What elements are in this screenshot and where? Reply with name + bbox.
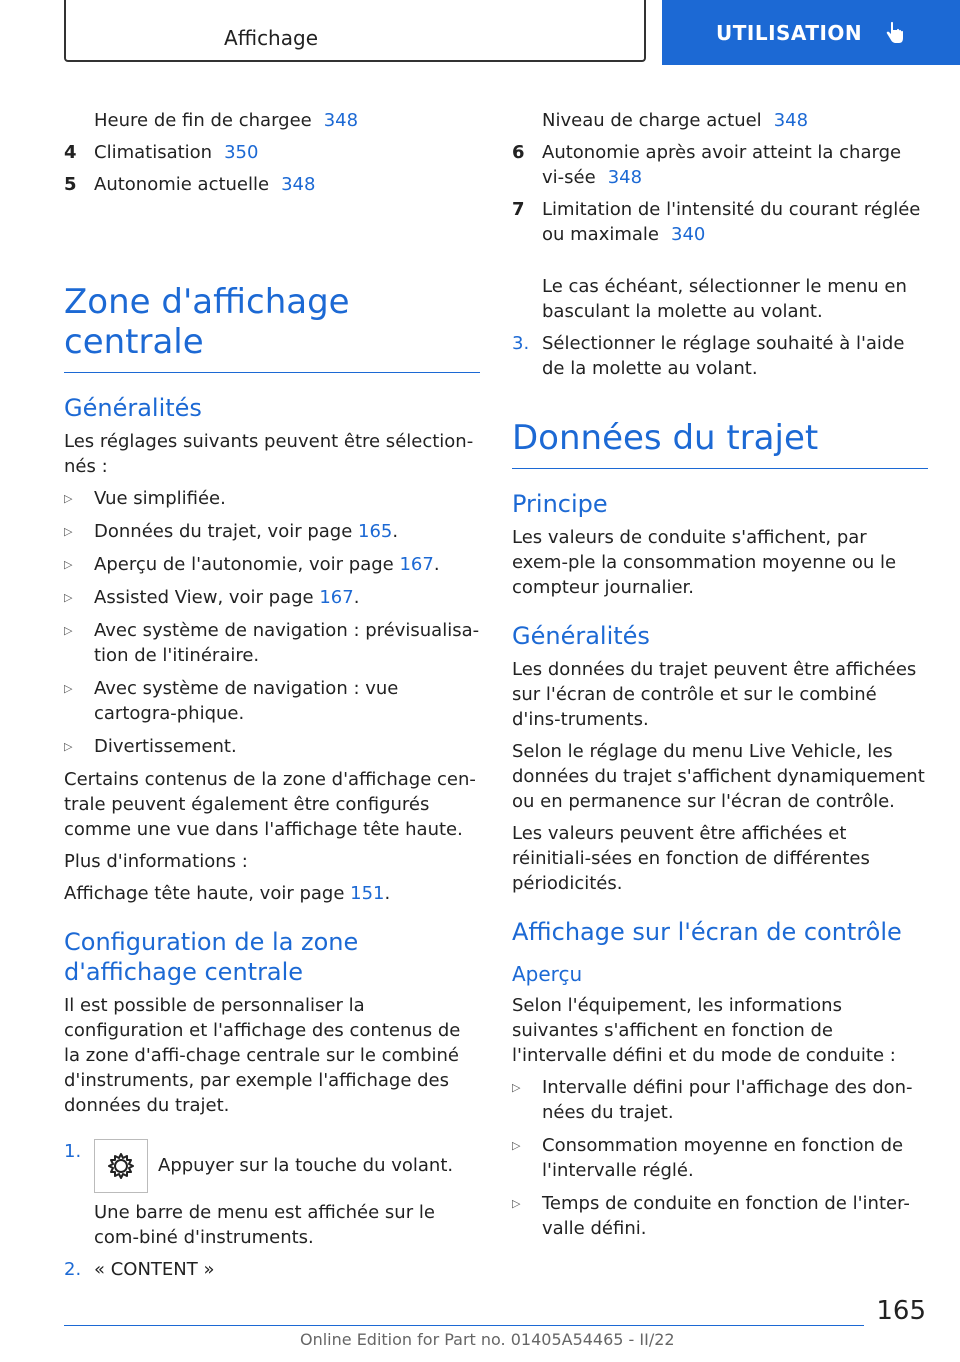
page-link[interactable]: 348 [773, 110, 809, 131]
triangle-bullet-icon: ▷ [64, 558, 73, 571]
list-item-text: Consommation moyenne en fonction de l'intervalle réglé. [542, 1135, 904, 1181]
triangle-bullet-icon: ▷ [512, 1197, 521, 1210]
step-text: « CONTENT » [94, 1259, 215, 1280]
paragraph: Il est possible de personnaliser la configuration et l'affichage des contenus de la zone d'affi-chage centrale sur le combiné d'instruments, par exemple l'affichage des données du trajet. [64, 995, 461, 1116]
list-item-text: Aperçu de l'autonomie, voir page [94, 554, 400, 575]
list-item-text: Divertissement. [94, 736, 237, 757]
triangle-bullet-icon: ▷ [64, 492, 73, 505]
legend-number: 6 [512, 142, 525, 163]
step-text: Appuyer sur la touche du volant. [158, 1155, 454, 1176]
triangle-bullet-icon: ▷ [64, 591, 73, 604]
legend-item [64, 108, 480, 133]
step-text: Sélectionner le réglage souhaité à l'aide de la molette au volant. [542, 333, 905, 379]
step-number: 1. [64, 1141, 82, 1162]
paragraph [64, 881, 480, 906]
triangle-bullet-icon: ▷ [64, 525, 73, 538]
header-section-title: Affichage [224, 26, 318, 50]
legend-item [64, 140, 480, 165]
legend-label: Limitation de l'intensité du courant réglée ou maximale [542, 199, 921, 245]
subsection-heading: Principe [512, 490, 608, 518]
list-item [512, 1133, 928, 1183]
triangle-bullet-icon: ▷ [64, 740, 73, 753]
paragraph: Certains contenus de la zone d'affichage cen-trale peuvent également être configurés comme une vue dans l'affichage tête haute. [64, 769, 476, 840]
section-heading: Données du trajet [512, 418, 928, 469]
page-number: 165 [876, 1296, 926, 1326]
page-link[interactable]: 350 [224, 142, 259, 163]
legend-item [512, 140, 928, 190]
paragraph: Les données du trajet peuvent être affichées sur l'écran de contrôle et sur le combiné d'ins-truments. [512, 659, 917, 730]
legend-item [512, 108, 928, 133]
legend-label: Heure de fin de chargee [94, 110, 312, 131]
header-section-box [64, 0, 646, 62]
subsection-heading: Configuration de la zone d'affichage centrale [64, 928, 359, 986]
list-item-text: Intervalle défini pour l'affichage des don-nées du trajet. [542, 1077, 913, 1123]
paragraph: Plus d'informations : [64, 851, 248, 872]
page-link[interactable]: 167 [319, 587, 354, 608]
subsection-heading: Généralités [512, 622, 650, 650]
list-item-text: Avec système de navigation : prévisualisa-tion de l'itinéraire. [94, 620, 480, 666]
page-link[interactable]: 348 [323, 110, 359, 131]
page-link[interactable]: 151 [350, 883, 385, 904]
legend-label: Autonomie actuelle [94, 174, 270, 195]
step-number: 3. [512, 333, 530, 354]
sub-subsection-heading: Aperçu [512, 962, 583, 986]
list-item [64, 552, 480, 577]
legend-number [512, 108, 542, 133]
list-item [64, 676, 480, 726]
legend-label: Climatisation [94, 142, 213, 163]
triangle-bullet-icon: ▷ [64, 682, 73, 695]
legend-item [64, 172, 480, 197]
punctuation: . [392, 521, 399, 542]
list-item [512, 1191, 928, 1241]
subsection-heading: Affichage sur l'écran de contrôle [512, 918, 902, 946]
list-item [512, 1075, 928, 1125]
list-item-text: Avec système de navigation : vue cartogra-phique. [94, 678, 399, 724]
step-number: 2. [64, 1259, 82, 1280]
legend-number: 4 [64, 142, 77, 163]
paragraph: Le cas échéant, sélectionner le menu en basculant la molette au volant. [542, 276, 907, 322]
paragraph: Une barre de menu est affichée sur le com-biné d'instruments. [94, 1202, 435, 1248]
list-item [64, 585, 480, 610]
list-item [64, 519, 480, 544]
page-link[interactable]: 167 [399, 554, 434, 575]
triangle-bullet-icon: ▷ [512, 1139, 521, 1152]
list-item [64, 734, 480, 759]
punctuation: . [353, 587, 360, 608]
footer-divider [64, 1325, 864, 1326]
right-column [512, 108, 928, 1249]
subsection-heading: Généralités [64, 394, 202, 422]
section-heading: Zone d'affichage centrale [64, 282, 480, 373]
header-chapter-tab[interactable] [662, 0, 960, 65]
footer-edition: Online Edition for Part no. 01405A54465 - II/22 [300, 1330, 675, 1349]
header-chapter-title: UTILISATION [716, 20, 863, 45]
page-link[interactable]: 340 [671, 224, 706, 245]
list-item [64, 486, 480, 511]
step-item [64, 1139, 480, 1193]
paragraph: Les réglages suivants peuvent être sélection-nés : [64, 431, 474, 477]
punctuation: . [384, 883, 391, 904]
legend-item [512, 197, 928, 247]
list-item-text: Données du trajet, voir page [94, 521, 359, 542]
list-item [64, 618, 480, 668]
punctuation: . [433, 554, 440, 575]
triangle-bullet-icon: ▷ [512, 1081, 521, 1094]
list-item-text: Assisted View, voir page [94, 587, 320, 608]
paragraph: Les valeurs de conduite s'affichent, par exem-ple la consommation moyenne ou le compteur journalier. [512, 527, 897, 598]
page-link[interactable]: 348 [281, 174, 316, 195]
paragraph: Selon le réglage du menu Live Vehicle, les données du trajet s'affichent dynamiquement ou en permanence sur l'écran de contrôle. [512, 741, 925, 812]
paragraph: Les valeurs peuvent être affichées et réinitiali-sées en fonction de différentes périodicités. [512, 823, 870, 894]
legend-label: Niveau de charge actuel [542, 110, 762, 131]
list-item-text: Vue simplifiée. [94, 488, 226, 509]
legend-number [64, 108, 94, 133]
page-link[interactable]: 348 [607, 167, 643, 188]
legend-number: 5 [64, 174, 77, 195]
hand-pointer-icon [882, 21, 906, 45]
paragraph-text: Affichage tête haute, voir page [64, 883, 351, 904]
step-item [64, 1257, 480, 1282]
legend-number: 7 [512, 199, 525, 220]
step-item [512, 331, 928, 381]
triangle-bullet-icon: ▷ [64, 624, 73, 637]
legend-label: Autonomie après avoir atteint la charge vi-sée [542, 142, 902, 188]
gear-settings-icon [94, 1139, 148, 1193]
paragraph: Selon l'équipement, les informations suivantes s'affichent en fonction de l'intervalle défini et du mode de conduite : [512, 995, 896, 1066]
left-column [64, 108, 480, 1289]
page-link[interactable]: 165 [358, 521, 393, 542]
list-item-text: Temps de conduite en fonction de l'inter-valle défini. [542, 1193, 910, 1239]
